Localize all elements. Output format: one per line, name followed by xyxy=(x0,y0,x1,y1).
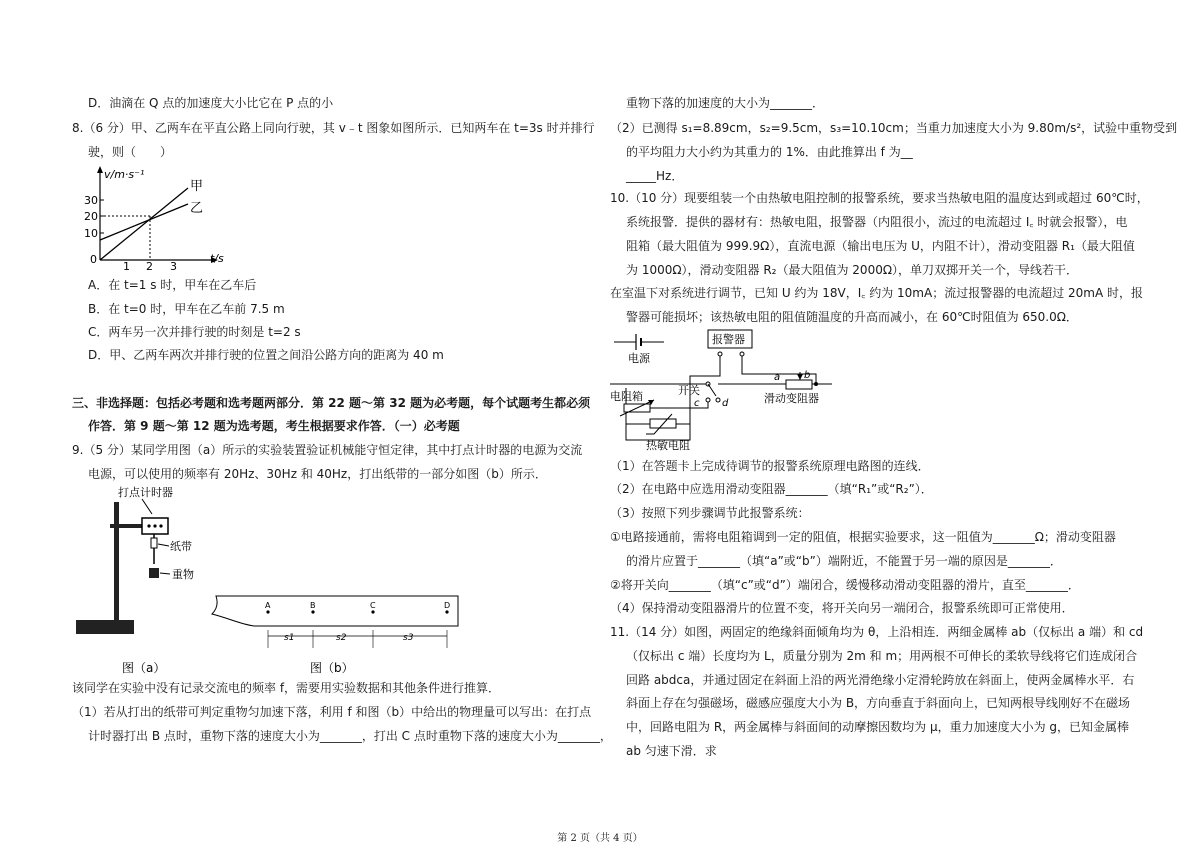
segment-s1: s1 xyxy=(284,633,295,643)
vt-xtick-1: 1 xyxy=(123,260,130,270)
vt-xlabel: t/s xyxy=(210,252,224,265)
rbox-label: 电阻箱 xyxy=(610,390,643,403)
vt-line-yi xyxy=(100,204,188,240)
figure-a-caption: 图（a） xyxy=(122,661,166,675)
vt-xtick-2: 2 xyxy=(146,260,153,270)
alarm-circuit-diagram xyxy=(610,328,850,452)
segment-s3: s3 xyxy=(403,633,414,643)
q8-option-a: A．在 t=1 s 时，甲车在乙车后 xyxy=(88,278,257,292)
switch-c-label: c xyxy=(694,398,700,409)
vt-label-jia: 甲 xyxy=(190,179,204,194)
vt-xtick-0: 0 xyxy=(90,253,97,266)
rheostat-body xyxy=(786,380,812,389)
point-a: A xyxy=(265,601,271,610)
q9-stem-line2: 电源，可以使用的频率有 20Hz、30Hz 和 40Hz，打出纸带的一部分如图（b）所示． xyxy=(88,467,547,481)
vt-graph xyxy=(82,160,232,270)
q10-part4: （4）保持滑动变阻器滑片的位置不变，将开关向另一端闭合，报警系统即可正常使用． xyxy=(610,601,1074,615)
weight-label: 重物 xyxy=(172,568,194,581)
vt-line-jia xyxy=(100,188,188,260)
figure-b-caption: 图（b） xyxy=(310,661,354,675)
q8-option-c: C．两车另一次并排行驶的时刻是 t=2 s xyxy=(88,325,301,339)
q10-step2: ②将开关向_______（填“c”或“d”）端闭合，缓慢移动滑动变阻器的滑片，直至_______． xyxy=(610,578,1080,592)
q11-stem-line6: ab 匀速下滑．求 xyxy=(626,744,717,758)
q10-step1-line1: ①电路接通前，需将电阻箱调到一定的阻值，根据实验要求，这一阻值为_______Ω；滑动变阻器 xyxy=(610,530,1116,544)
segment-s2: s2 xyxy=(336,633,347,643)
rheostat-a-label: a xyxy=(774,372,781,383)
q11-stem-line5: 中，回路电阻为 R，两金属棒与斜面间的动摩擦因数均为 μ，重力加速度大小为 g，已知金属棒 xyxy=(626,720,1130,734)
q10-stem-line1: 10.（10 分）现要组装一个由热敏电阻控制的报警系统，要求当热敏电阻的温度达到或超过 60℃时， xyxy=(610,191,1149,205)
stand-base xyxy=(76,620,134,634)
q9-accel-line: 重物下落的加速度的大小为_______． xyxy=(626,96,825,110)
point-b: B xyxy=(310,601,316,610)
figure-b-tape xyxy=(210,584,470,684)
switch-label: 开关 xyxy=(678,384,700,397)
rheostat-b-label: b xyxy=(804,370,811,381)
timer-label: 打点计时器 xyxy=(118,486,173,499)
q11-stem-line1: 11.（14 分）如图，两固定的绝缘斜面倾角均为 θ，上沿相连．两细金属棒 ab（仅标出 a 端）和 cd xyxy=(610,625,1144,639)
section3-heading-line2: 作答．第 9 题～第 12 题为选考题，考生根据要求作答．（一）必考题 xyxy=(88,419,460,433)
switch-d-label: d xyxy=(722,398,729,409)
q11-stem-line2: （仅标出 c 端）长度均为 L，质量分别为 2m 和 m；用两根不可伸长的柔软导线将它们连成闭合 xyxy=(626,649,1138,663)
q9-part2-line1: （2）已测得 s₁=8.89cm，s₂=9.5cm，s₃=10.10cm；当重力加速度大小为 9.80m/s²，试验中重物受到 xyxy=(610,121,1178,135)
q11-stem-line3: 回路 abdca，并通过固定在斜面上沿的两光滑绝缘小定滑轮跨放在斜面上，使两金属棒水平．右 xyxy=(626,673,1135,687)
q8-stem-line1: 8.（6 分）甲、乙两车在平直公路上同向行驶，其 v﹣t 图象如图所示．已知两车在 t=3s 时并排行 xyxy=(72,121,595,135)
vt-ytick-30: 30 xyxy=(84,194,98,207)
point-c: C xyxy=(370,601,376,610)
page-footer: 第 2 页（共 4 页） xyxy=(557,833,643,844)
q10-stem-line5: 在室温下对系统进行调节，已知 U 约为 18V，I꜀ 约为 10mA；流过报警器的电流超过 20mA 时，报 xyxy=(610,286,1143,300)
q9-part1-line1: （1）若从打出的纸带可判定重物匀加速下落，利用 f 和图（b）中给出的物理量可以写出：在打点 xyxy=(72,705,592,719)
rheostat-label: 滑动变阻器 xyxy=(764,392,819,405)
q7-option-d: D．油滴在 Q 点的加速度大小比它在 P 点的小 xyxy=(88,96,334,110)
figure-a-apparatus xyxy=(72,482,222,682)
q10-part2: （2）在电路中应选用滑动变阻器_______（填“R₁”或“R₂”）． xyxy=(610,482,933,496)
q10-stem-line6: 警器可能损坏；该热敏电阻的阻值随温度的升高而减小，在 60℃时阻值为 650.0Ω． xyxy=(626,310,1078,324)
vt-ytick-10: 10 xyxy=(84,227,98,240)
q9-part2-line3: _____Hz． xyxy=(626,169,684,183)
q11-stem-line4: 斜面上存在匀强磁场，磁感应强度大小为 B，方向垂直于斜面向上，已知两根导线刚好不在磁场 xyxy=(626,696,1131,710)
q9-part1-line2: 计时器打出 B 点时，重物下落的速度大小为_______，打出 C 点时重物下落的速度大小为_______， xyxy=(88,729,612,743)
q9-stem-line1: 9.（5 分）某同学用图（a）所示的实验装置验证机械能守恒定律，其中打点计时器的电源为交流 xyxy=(72,443,583,457)
source-label: 电源 xyxy=(628,352,650,365)
stand-pole xyxy=(114,502,119,622)
q10-stem-line4: 为 1000Ω），滑动变阻器 R₂（最大阻值为 2000Ω），单刀双掷开关一个，导线若干． xyxy=(626,263,1079,277)
section3-heading-line1: 三、非选择题：包括必考题和选考题两部分．第 22 题～第 32 题为必考题，每个试题考生都必须 xyxy=(72,396,591,410)
q8-stem-line2: 驶，则（ ） xyxy=(88,145,173,159)
q8-option-b: B．在 t=0 时，甲车在乙车前 7.5 m xyxy=(88,302,285,316)
q8-option-d: D．甲、乙两车两次并排行驶的位置之间沿公路方向的距离为 40 m xyxy=(88,348,444,362)
thermistor-label: 热敏电阻 xyxy=(646,439,690,452)
q10-stem-line3: 阻箱（最大阻值为 999.9Ω），直流电源（输出电压为 U，内阻不计），滑动变阻器 R₁（最大阻值 xyxy=(626,239,1135,253)
q10-stem-line2: 系统报警．提供的器材有：热敏电阻，报警器（内阻很小，流过的电流超过 I꜀ 时就会报警），电 xyxy=(626,215,1128,229)
vt-label-yi: 乙 xyxy=(190,201,204,216)
vt-ytick-20: 20 xyxy=(84,210,98,223)
alarm-label: 报警器 xyxy=(712,333,745,346)
vt-ylabel: v/m·s⁻¹ xyxy=(104,168,145,181)
point-d: D xyxy=(444,601,451,610)
paper-tape xyxy=(212,596,458,626)
q9-stem-line3: 该同学在实验中没有记录交流电的频率 f，需要用实验数据和其他条件进行推算． xyxy=(72,681,501,695)
q9-part2-line2: 的平均阻力大小约为其重力的 1%．由此推算出 f 为__ xyxy=(626,145,913,159)
q10-part1: （1）在答题卡上完成待调节的报警系统原理电路图的连线． xyxy=(610,459,930,473)
vt-xtick-3: 3 xyxy=(170,260,177,270)
tape-label: 纸带 xyxy=(170,540,192,553)
q10-step1-line2: 的滑片应置于_______（填“a”或“b”）端附近，不能置于另一端的原因是_______． xyxy=(626,554,1062,568)
q10-part3: （3）按照下列步骤调节此报警系统： xyxy=(610,506,810,520)
weight xyxy=(149,568,159,578)
